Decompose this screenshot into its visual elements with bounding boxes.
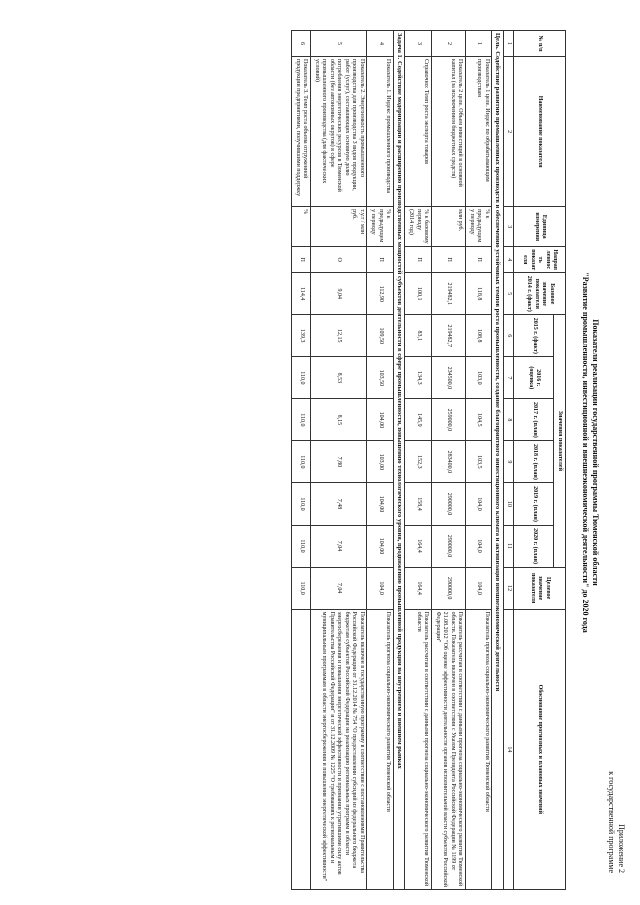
row-2016: 134,3 (405, 357, 432, 399)
row-2015: 108,8 (466, 315, 493, 357)
row-target: 164,4 (405, 567, 432, 609)
table-row (367, 31, 394, 890)
header-direction: Направленность показателя (514, 247, 566, 273)
row-2020: 7,04 (311, 525, 368, 567)
row-2018: 103,5 (466, 441, 493, 483)
row-base: 112,90 (367, 273, 394, 315)
col-num: 4 (504, 247, 515, 273)
row-target: 104,0 (466, 567, 493, 609)
row-2019: 7,48 (311, 483, 368, 525)
row-2017: 110,0 (292, 399, 311, 441)
row-rationale: Показатель прогноза социально-экономического развития Тюменской области (466, 609, 493, 889)
goal-row (492, 31, 504, 890)
col-num: 12 (504, 567, 515, 609)
row-base: 9,04 (311, 273, 368, 315)
row-2019: 104,0 (466, 483, 493, 525)
row-2018: 110,0 (292, 441, 311, 483)
header-rationale: Обоснование прогнозных и плановых значений (514, 609, 566, 889)
row-direction: П (466, 247, 493, 273)
col-num: 10 (504, 483, 515, 525)
row-2019: 110,0 (292, 483, 311, 525)
goal-text: Цель. Содействие развитию промышленных производств и обеспечению устойчивых темпов роста промышленности, создание благоприятного инвестиционного климата и активизация внешнеэкономической деятельности (492, 31, 504, 890)
row-target: 290000,0 (432, 567, 466, 609)
row-2018: 103,00 (367, 441, 394, 483)
col-num: 6 (504, 315, 515, 357)
row-2020: 164,4 (405, 525, 432, 567)
title-line-1: Показатели реализации государственной программы Тюменской области (591, 319, 600, 586)
row-2016: 103,0 (466, 357, 493, 399)
row-2017: 104,00 (367, 399, 394, 441)
col-num: 2 (504, 57, 515, 207)
row-2019: 158,4 (405, 483, 432, 525)
row-2016: 110,0 (292, 357, 311, 399)
task-text: Задача 1. Содействие модернизации и расширению производственных мощностей субъектов деятельности в сфере промышленности, повышению технологического уровня, продвижению промышленной продукции на внутреннем и внешнем рынках (394, 31, 406, 890)
row-n: 5 (311, 31, 368, 57)
header-row-1 (554, 31, 566, 890)
col-num: 9 (504, 441, 515, 483)
header-2015: 2015 г. (факт) (514, 315, 554, 357)
row-rationale: Показатель включен в государственную программу в соответствии с постановлениями Правительства Российской Федерации от 31.12.2014 № 754 "О предоставлении субсидий из федерального бюджета бюджетам субъектов Российской Федерации на реализацию региональных программ в области энергосбережения и повышения энергетической эффективности и признании утратившими силу актов Правительства Российской Федерации" и от 31.12.2009 № 1225 "О требованиях к региональным и муниципальным программам в области энергосбережения и повышения энергетической эффективности" (311, 609, 368, 889)
row-target: 104,0 (367, 567, 394, 609)
row-n: 2 (432, 31, 466, 57)
row-n: 3 (405, 31, 432, 57)
row-rationale: Показатель рассчитан в соответствии с данными прогноза социально-экономического развития Тюменской области. Показатель включен в соответствии с Указом Президента Российской Федерации № 1199 от 21.08.2012 "Об оценке эффективности деятельности органов исполнительной власти субъектов Российской Федерации" (432, 609, 466, 889)
row-target: 110,0 (292, 567, 311, 609)
row-2017: 145,9 (405, 399, 432, 441)
title-line-2: "Развитие промышленности, инвестиционной и внешнеэкономической деятельности" до 2020 года (581, 272, 590, 633)
row-2017: 259000,0 (432, 399, 466, 441)
row-unit: % к предыдущему периоду (466, 207, 493, 247)
row-direction: О (311, 247, 368, 273)
row-2020: 290000,0 (432, 525, 466, 567)
col-num: 1 (504, 31, 515, 57)
row-2019: 104,00 (367, 483, 394, 525)
appendix-note (606, 771, 626, 873)
task-row (394, 31, 406, 890)
row-direction: П (292, 247, 311, 273)
row-unit: млн руб. (432, 207, 466, 247)
col-num: 7 (504, 357, 515, 399)
header-values-group: Значения показателей (554, 315, 566, 567)
col-num: 5 (504, 273, 515, 315)
header-2019: 2019 г. (план) (514, 483, 554, 525)
header-unit: Единица измерения (514, 207, 566, 247)
row-2018: 283400,0 (432, 441, 466, 483)
row-2017: 104,5 (466, 399, 493, 441)
table-row (311, 31, 368, 890)
table-row (292, 31, 311, 890)
header-target: Целевое значение показателя (514, 567, 566, 609)
row-2020: 104,00 (367, 525, 394, 567)
row-2015: 12,15 (311, 315, 368, 357)
row-unit: % к предыдущему периоду (367, 207, 394, 247)
row-2015: 219482,7 (432, 315, 466, 357)
header-2016: 2016 г. (оценка) (514, 357, 554, 399)
document-title (580, 0, 600, 905)
row-base: 219482,1 (432, 273, 466, 315)
row-2018: 152,3 (405, 441, 432, 483)
header-base: Базовое значение показателя 2014 г. (факт) (514, 273, 566, 315)
row-2015: 109,50 (367, 315, 394, 357)
row-2019: 290000,0 (432, 483, 466, 525)
col-num: 3 (504, 207, 515, 247)
header-2017: 2017 г. (план) (514, 399, 554, 441)
row-2020: 110,0 (292, 525, 311, 567)
row-2016: 103,50 (367, 357, 394, 399)
table-row (405, 31, 432, 890)
row-name: Показатель 2. Энергоемкость промышленного производства для производства 3 видов продукции, работ (услуг), составляющих основную долю потребления энергетических ресурсов в Тюменской области (без автономных округов) в сфере промышленного производства (для фактических условий) (311, 57, 368, 207)
row-2017: 8,15 (311, 399, 368, 441)
row-2016: 8,53 (311, 357, 368, 399)
col-num: 8 (504, 399, 515, 441)
row-unit: % (292, 207, 311, 247)
row-rationale (292, 609, 311, 889)
table-row (466, 31, 493, 890)
column-number-row (504, 31, 515, 890)
row-name: Показатель 1 целе. Индекс по обрабатывающим производствам (466, 57, 493, 207)
header-2020: 2020 г. (план) (514, 525, 554, 567)
row-2016: 234500,0 (432, 357, 466, 399)
row-name: Справочно: Темп роста экспорта товаров (405, 57, 432, 207)
row-n: 1 (466, 31, 493, 57)
row-target: 7,04 (311, 567, 368, 609)
appendix-line-2: к государственной программе (607, 771, 616, 873)
header-name: Наименование показателя (514, 57, 566, 207)
row-rationale: Показатель прогноза социально-экономического развития Тюменской области (367, 609, 394, 889)
row-direction: П (367, 247, 394, 273)
row-unit: % к базовому периоду (2014 год) (405, 207, 432, 247)
indicators-table (291, 30, 566, 890)
row-2020: 104,0 (466, 525, 493, 567)
row-base: 118,8 (466, 273, 493, 315)
header-n: № п/п (514, 31, 566, 57)
row-name: Показатель 1. Индекс промышленного производства (367, 57, 394, 207)
header-2018: 2018 г. (план) (514, 441, 554, 483)
row-direction: П (432, 247, 466, 273)
appendix-line-1: Приложение 2 (617, 824, 626, 873)
row-unit: т.у.т / млн руб. (311, 207, 368, 247)
row-name: Показатель 2 целе. Объем инвестиций в основной капитал (за исключением бюджетных средств) (432, 57, 466, 207)
row-rationale: Показатель рассчитан в соответствии с данными прогноза социально-экономического развития Тюменской области (405, 609, 432, 889)
row-n: 4 (367, 31, 394, 57)
col-num: 11 (504, 525, 515, 567)
table-row (432, 31, 466, 890)
row-2015: 139,3 (292, 315, 311, 357)
row-2015: 83,1 (405, 315, 432, 357)
row-direction: П (405, 247, 432, 273)
row-2018: 7,80 (311, 441, 368, 483)
row-base: 114,4 (292, 273, 311, 315)
col-num: 14 (504, 609, 515, 889)
row-base: 100,1 (405, 273, 432, 315)
row-name: Показатель 3. Темп роста объема отгруженной продукции предприятиями, получившими поддержку (292, 57, 311, 207)
row-n: 6 (292, 31, 311, 57)
